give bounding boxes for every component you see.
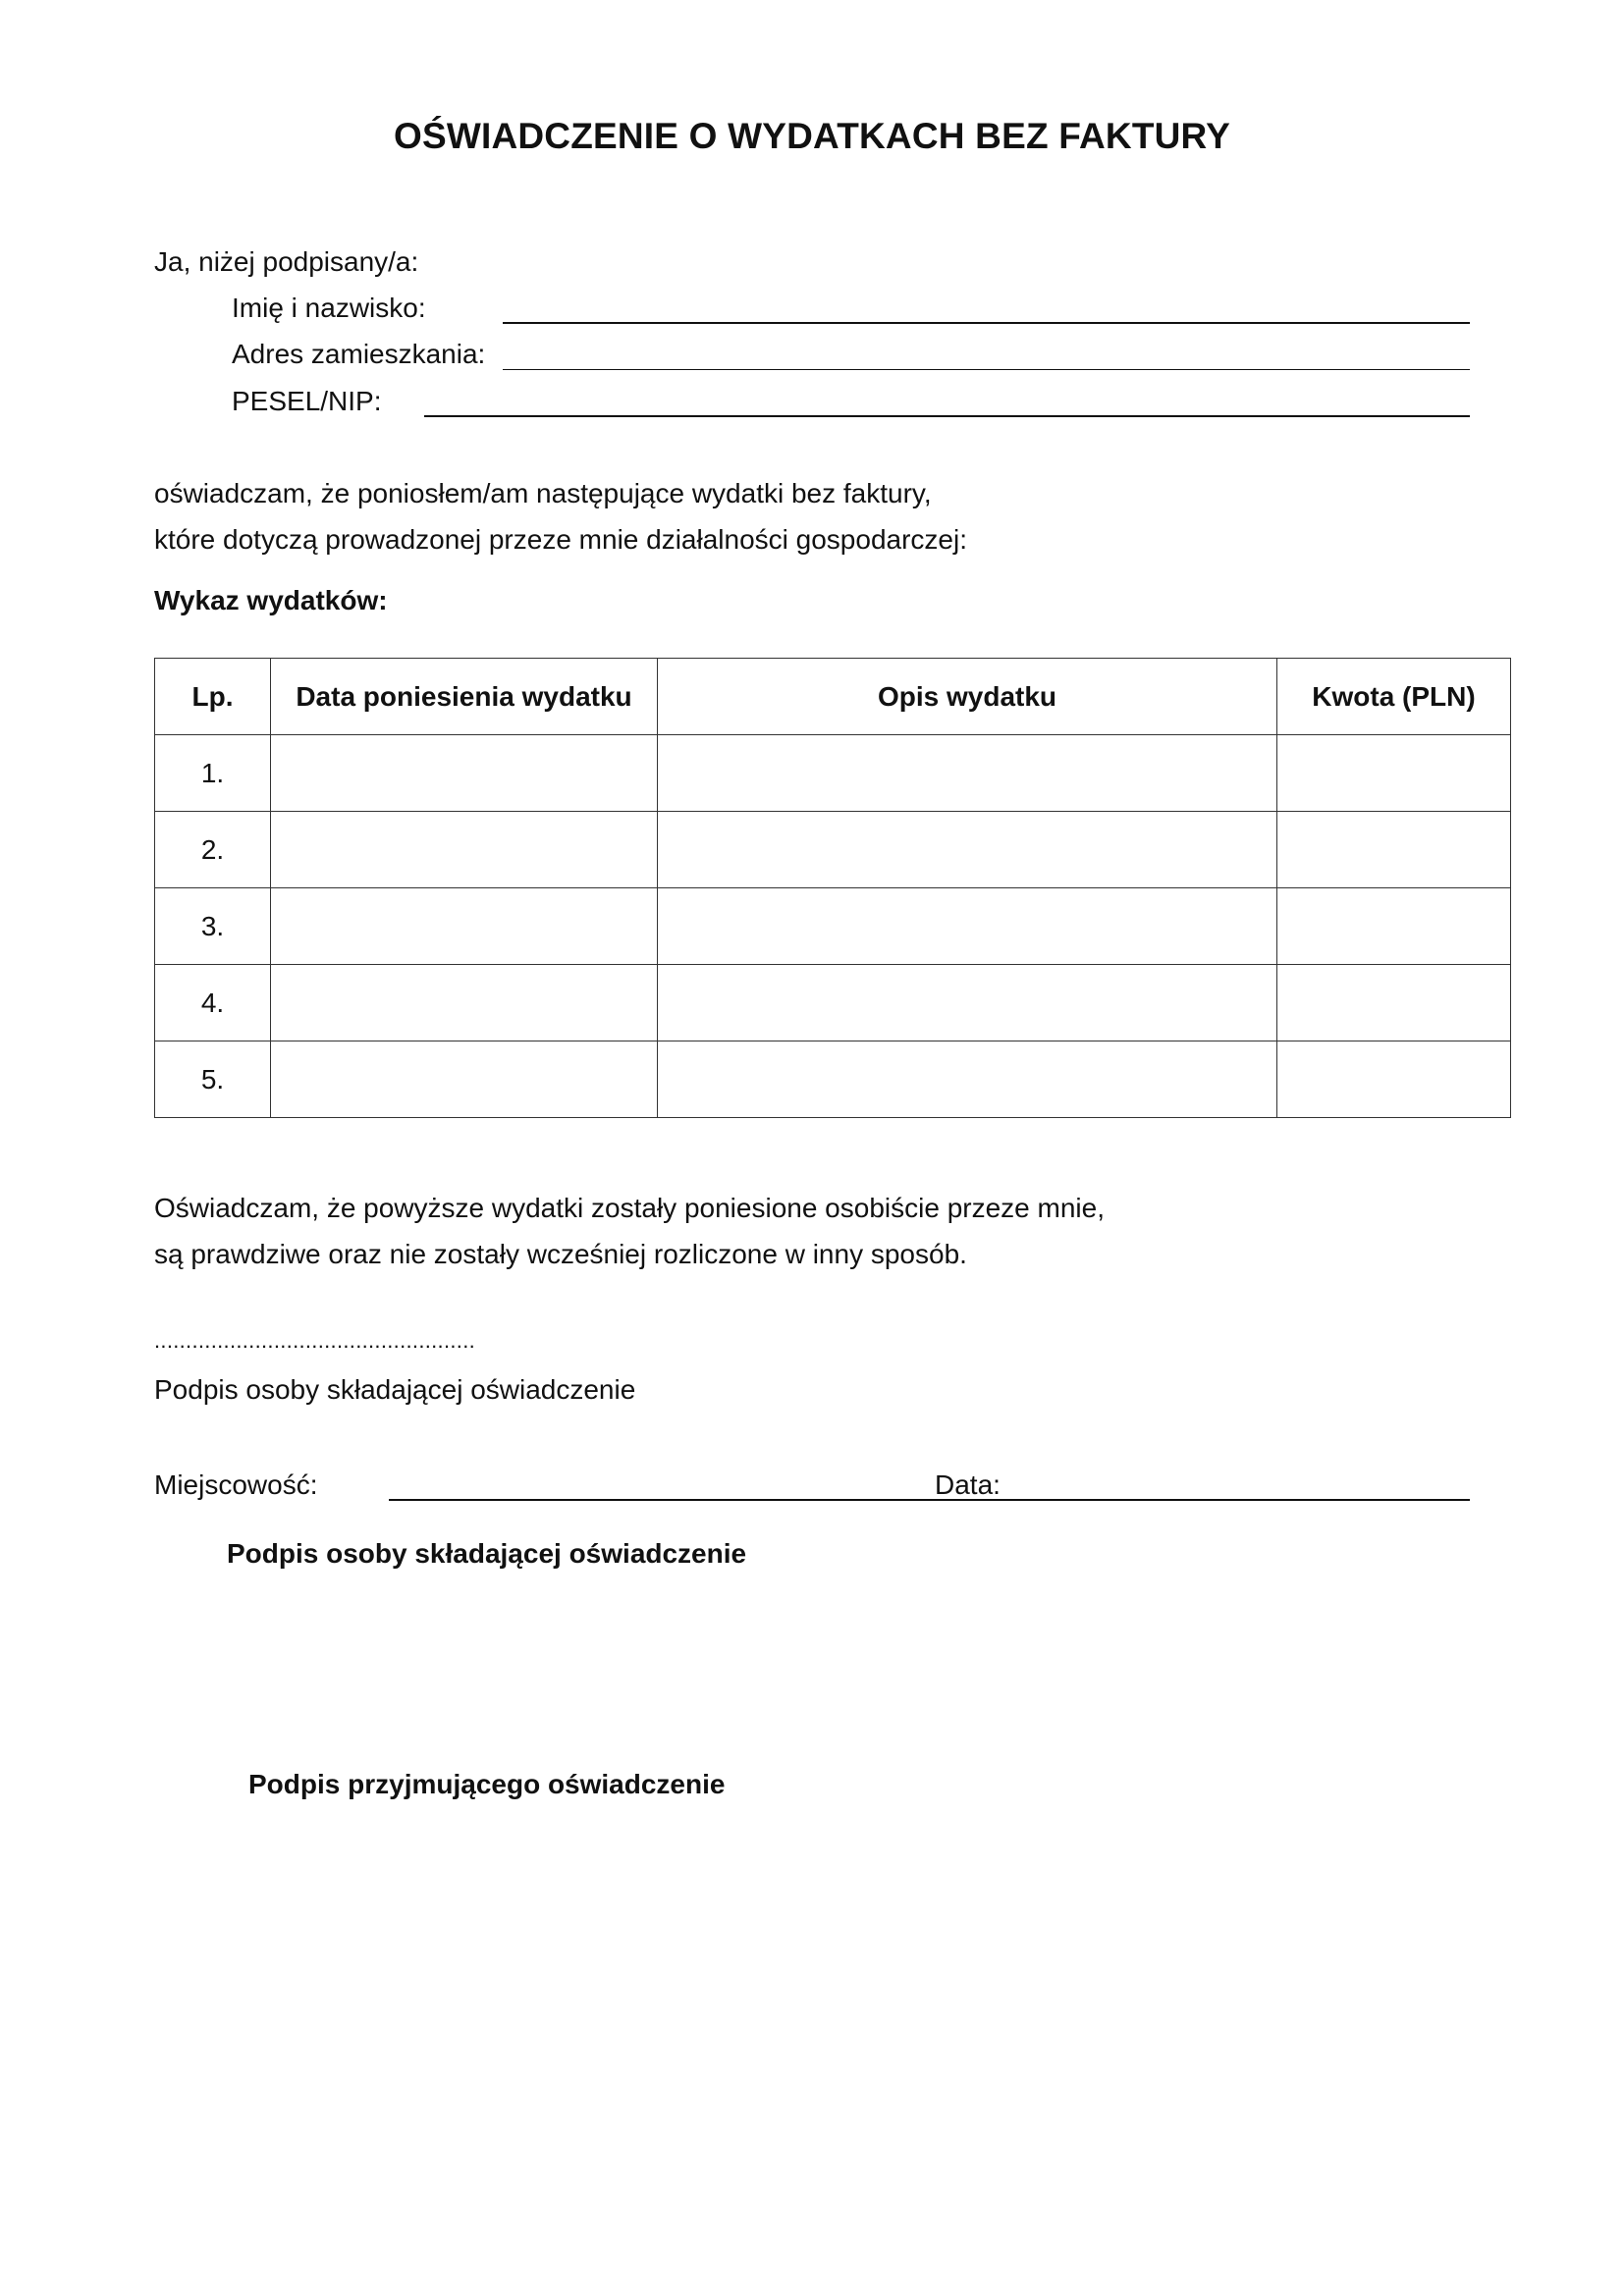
intro-text: Ja, niżej podpisany/a: [154,246,419,277]
pesel-label: PESEL/NIP: [232,386,382,416]
description-cell[interactable] [658,1041,1277,1118]
signature-dots[interactable]: ................................................... [154,1328,476,1353]
table-header-row [155,659,1511,735]
declaration-line-2: które dotyczą prowadzonej przeze mnie działalności gospodarczej: [154,524,967,555]
name-input-line[interactable] [503,322,1470,324]
header-description: Opis wydatku [658,659,1277,735]
row-number: 5. [155,1041,271,1118]
description-cell[interactable] [658,888,1277,965]
signature-declarant-bold: Podpis osoby składającej oświadczenie [227,1538,747,1569]
table-row [155,735,1511,812]
amount-cell[interactable] [1277,735,1511,812]
address-label: Adres zamieszkania: [232,339,486,369]
amount-cell[interactable] [1277,888,1511,965]
description-cell[interactable] [658,812,1277,888]
document-title: OŚWIADCZENIE O WYDATKACH BEZ FAKTURY [393,116,1230,156]
row-number: 1. [155,735,271,812]
header-amount: Kwota (PLN) [1277,659,1511,735]
place-label: Miejscowość: [154,1469,318,1500]
place-date-input-line[interactable] [389,1499,1470,1501]
header-lp: Lp. [155,659,271,735]
statement-line-2: są prawdziwe oraz nie zostały wcześniej rozliczone w inny sposób. [154,1239,967,1269]
description-cell[interactable] [658,735,1277,812]
description-cell[interactable] [658,965,1277,1041]
date-cell[interactable] [271,888,658,965]
date-label: Data: [935,1469,1001,1500]
signature-caption: Podpis osoby składającej oświadczenie [154,1374,636,1405]
header-date: Data poniesienia wydatku [271,659,658,735]
amount-cell[interactable] [1277,965,1511,1041]
amount-cell[interactable] [1277,1041,1511,1118]
date-cell[interactable] [271,812,658,888]
table-row [155,812,1511,888]
statement-line-1: Oświadczam, że powyższe wydatki zostały poniesione osobiście przeze mnie, [154,1193,1105,1223]
signature-receiver-bold: Podpis przyjmującego oświadczenie [248,1769,726,1799]
date-cell[interactable] [271,1041,658,1118]
expenses-table [154,658,1511,1118]
row-number: 2. [155,812,271,888]
name-label: Imię i nazwisko: [232,293,426,323]
address-input-line[interactable] [503,369,1470,370]
table-row [155,1041,1511,1118]
table-row [155,965,1511,1041]
declaration-line-1: oświadczam, że poniosłem/am następujące wydatki bez faktury, [154,478,932,508]
amount-cell[interactable] [1277,812,1511,888]
table-row [155,888,1511,965]
pesel-input-line[interactable] [424,415,1470,417]
date-cell[interactable] [271,965,658,1041]
list-heading: Wykaz wydatków: [154,585,388,615]
row-number: 4. [155,965,271,1041]
date-cell[interactable] [271,735,658,812]
row-number: 3. [155,888,271,965]
